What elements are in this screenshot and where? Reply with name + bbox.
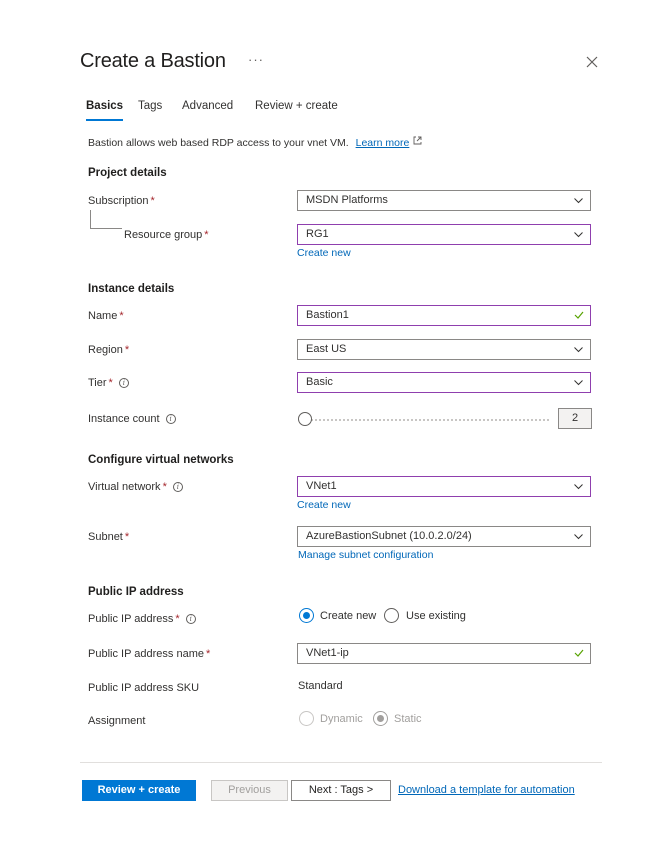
- region-dropdown[interactable]: East US: [297, 339, 591, 360]
- chevron-down-icon: [574, 230, 583, 239]
- resource-group-label: Resource group *: [124, 229, 209, 241]
- tab-advanced[interactable]: Advanced: [182, 100, 234, 112]
- create-bastion-panel: [66, 38, 611, 820]
- chevron-down-icon: [574, 378, 583, 387]
- more-options-button[interactable]: ···: [248, 52, 264, 67]
- public-ip-name-label: Public IP address name *: [88, 648, 211, 660]
- description: [88, 136, 422, 149]
- dynamic-label: Dynamic: [320, 713, 363, 725]
- assignment-label: Assignment: [88, 715, 146, 727]
- chevron-down-icon: [574, 482, 583, 491]
- static-label: Static: [394, 713, 422, 725]
- project-details-heading: Project details: [88, 167, 167, 179]
- info-icon[interactable]: i: [119, 378, 129, 388]
- previous-button: Previous: [211, 780, 288, 801]
- create-new-resource-group-link[interactable]: Create new: [297, 247, 351, 259]
- virtual-network-dropdown[interactable]: VNet1: [297, 476, 591, 497]
- info-icon[interactable]: i: [166, 414, 176, 424]
- dynamic-radio: [299, 711, 314, 726]
- manage-subnet-link[interactable]: Manage subnet configuration: [298, 549, 434, 561]
- footer-divider: [80, 762, 602, 763]
- instance-count-value[interactable]: 2: [558, 408, 592, 429]
- download-template-link[interactable]: Download a template for automation: [398, 784, 575, 796]
- use-existing-ip-radio[interactable]: [384, 608, 399, 623]
- use-existing-ip-label[interactable]: Use existing: [406, 610, 466, 622]
- chevron-down-icon: [574, 532, 583, 541]
- region-label: Region *: [88, 344, 130, 356]
- virtual-network-label: Virtual network * i: [88, 481, 183, 493]
- subnet-label: Subnet *: [88, 531, 130, 543]
- public-ip-name-input[interactable]: VNet1-ip: [297, 643, 591, 664]
- configure-networks-heading: Configure virtual networks: [88, 454, 234, 466]
- public-ip-sku-label: Public IP address SKU: [88, 682, 200, 694]
- instance-details-heading: Instance details: [88, 283, 175, 295]
- name-input[interactable]: Bastion1: [297, 305, 591, 326]
- subnet-dropdown[interactable]: AzureBastionSubnet (10.0.2.0/24): [297, 526, 591, 547]
- public-ip-sku-value: Standard: [298, 680, 343, 692]
- tree-connector: [90, 210, 122, 229]
- external-link-icon: [413, 136, 422, 145]
- check-icon: [574, 648, 584, 658]
- instance-count-slider-track[interactable]: [307, 419, 549, 421]
- next-tags-button[interactable]: Next : Tags >: [291, 780, 391, 801]
- public-ip-label: Public IP address * i: [88, 613, 196, 625]
- learn-more-link[interactable]: Learn more: [355, 137, 410, 149]
- tab-tags[interactable]: Tags: [138, 100, 163, 112]
- static-radio: [373, 711, 388, 726]
- tier-label: Tier * i: [88, 377, 129, 389]
- page-title: Create a Bastion: [80, 50, 226, 72]
- chevron-down-icon: [574, 196, 583, 205]
- subscription-dropdown[interactable]: MSDN Platforms: [297, 190, 591, 211]
- instance-count-slider-thumb[interactable]: [298, 412, 312, 426]
- tab-review-create[interactable]: Review + create: [255, 100, 338, 112]
- create-new-ip-radio[interactable]: [299, 608, 314, 623]
- info-icon[interactable]: i: [186, 614, 196, 624]
- name-label: Name *: [88, 310, 124, 322]
- instance-count-label: Instance count i: [88, 413, 176, 425]
- public-ip-heading: Public IP address: [88, 586, 184, 598]
- tier-dropdown[interactable]: Basic: [297, 372, 591, 393]
- close-icon[interactable]: [583, 53, 601, 71]
- review-create-button[interactable]: Review + create: [82, 780, 196, 801]
- tab-basics[interactable]: Basics: [86, 100, 124, 112]
- resource-group-dropdown[interactable]: RG1: [297, 224, 591, 245]
- subscription-label: Subscription *: [88, 195, 155, 207]
- chevron-down-icon: [574, 345, 583, 354]
- create-new-ip-label[interactable]: Create new: [320, 610, 377, 622]
- info-icon[interactable]: i: [173, 482, 183, 492]
- check-icon: [574, 310, 584, 320]
- description-text: Bastion allows web based RDP access to your vnet VM.: [88, 137, 349, 149]
- create-new-vnet-link[interactable]: Create new: [297, 499, 351, 511]
